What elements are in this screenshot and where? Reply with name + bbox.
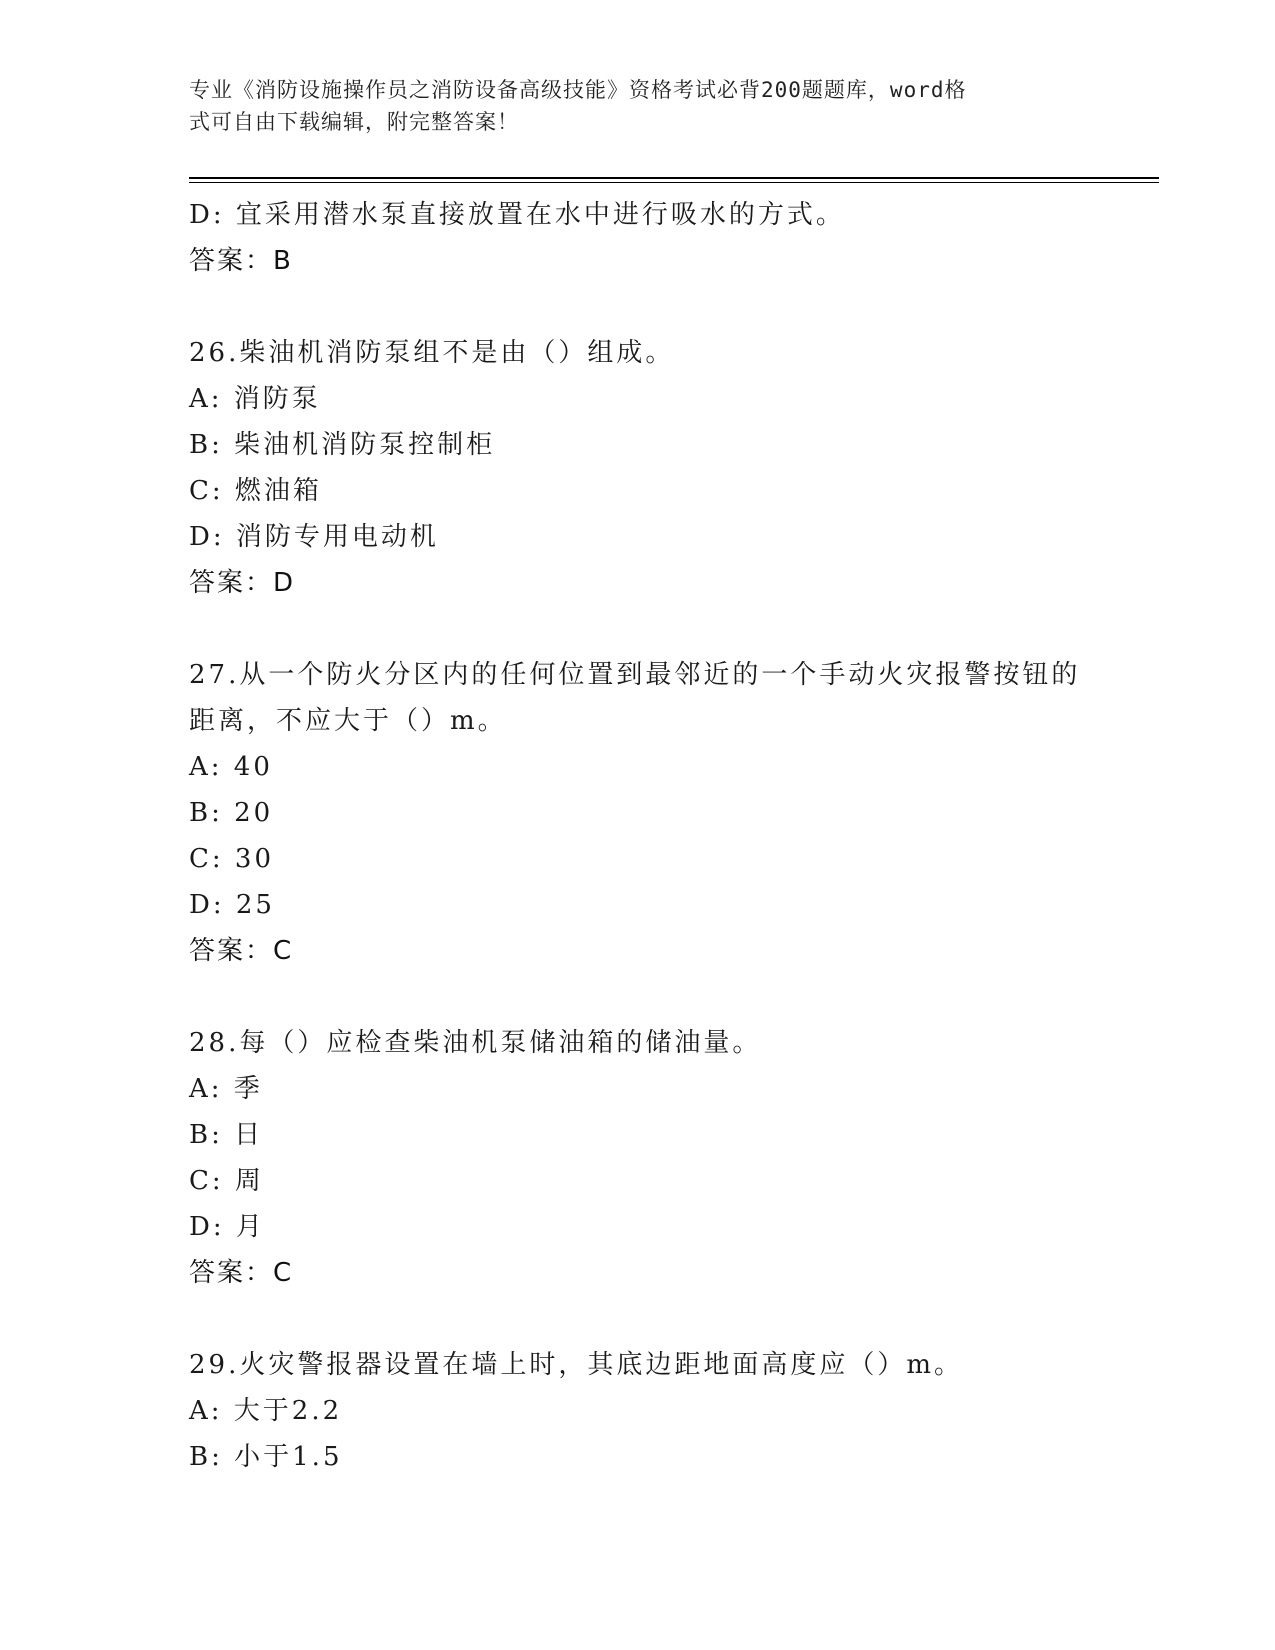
- option-d: D: 月: [189, 1212, 265, 1242]
- question-26: [189, 330, 1089, 606]
- option-a: A: 季: [189, 1074, 263, 1104]
- header-line-1: 专业《消防设施操作员之消防设备高级技能》资格考试必背200题题库，word格: [189, 78, 967, 102]
- option-c: C: 燃油箱: [189, 476, 322, 506]
- spacer: [189, 284, 1089, 330]
- header-divider-thick: [189, 177, 1159, 179]
- option-b: B: 日: [189, 1120, 264, 1150]
- option-b: B: 柴油机消防泵控制柜: [189, 430, 496, 460]
- option-a: A: 40: [189, 752, 273, 782]
- answer-line: 答案：B: [189, 246, 293, 276]
- question-stem: 28.每（）应检查柴油机泵储油箱的储油量。: [189, 1028, 762, 1058]
- spacer: [189, 1296, 1089, 1342]
- document-header: [189, 74, 1069, 138]
- option-b: B: 小于1.5: [189, 1442, 343, 1472]
- answer-line: 答案：D: [189, 568, 296, 598]
- question-list: [189, 192, 1089, 1480]
- option-b: B: 20: [189, 798, 274, 828]
- question-25-tail: [189, 192, 1089, 284]
- question-27: [189, 652, 1089, 974]
- option-d: D: 25: [189, 890, 275, 920]
- option-a: A: 消防泵: [189, 384, 321, 414]
- header-divider-thin: [189, 182, 1159, 183]
- header-line-2: 式可自由下载编辑，附完整答案！: [189, 110, 519, 134]
- question-stem: 29.火灾警报器设置在墙上时，其底边距地面高度应（）m。: [189, 1350, 964, 1380]
- option-d: D: 宜采用潜水泵直接放置在水中进行吸水的方式。: [189, 200, 845, 230]
- option-c: C: 周: [189, 1166, 264, 1196]
- question-29: [189, 1342, 1089, 1480]
- spacer: [189, 974, 1089, 1020]
- option-a: A: 大于2.2: [189, 1396, 343, 1426]
- question-stem: 26.柴油机消防泵组不是由（）组成。: [189, 338, 675, 368]
- option-c: C: 30: [189, 844, 275, 874]
- answer-line: 答案：C: [189, 936, 294, 966]
- question-28: [189, 1020, 1089, 1296]
- question-stem-cont: 距离，不应大于（）m。: [189, 706, 507, 736]
- answer-line: 答案：C: [189, 1258, 294, 1288]
- spacer: [189, 606, 1089, 652]
- question-stem: 27.从一个防火分区内的任何位置到最邻近的一个手动火灾报警按钮的: [189, 660, 1081, 690]
- option-d: D: 消防专用电动机: [189, 522, 439, 552]
